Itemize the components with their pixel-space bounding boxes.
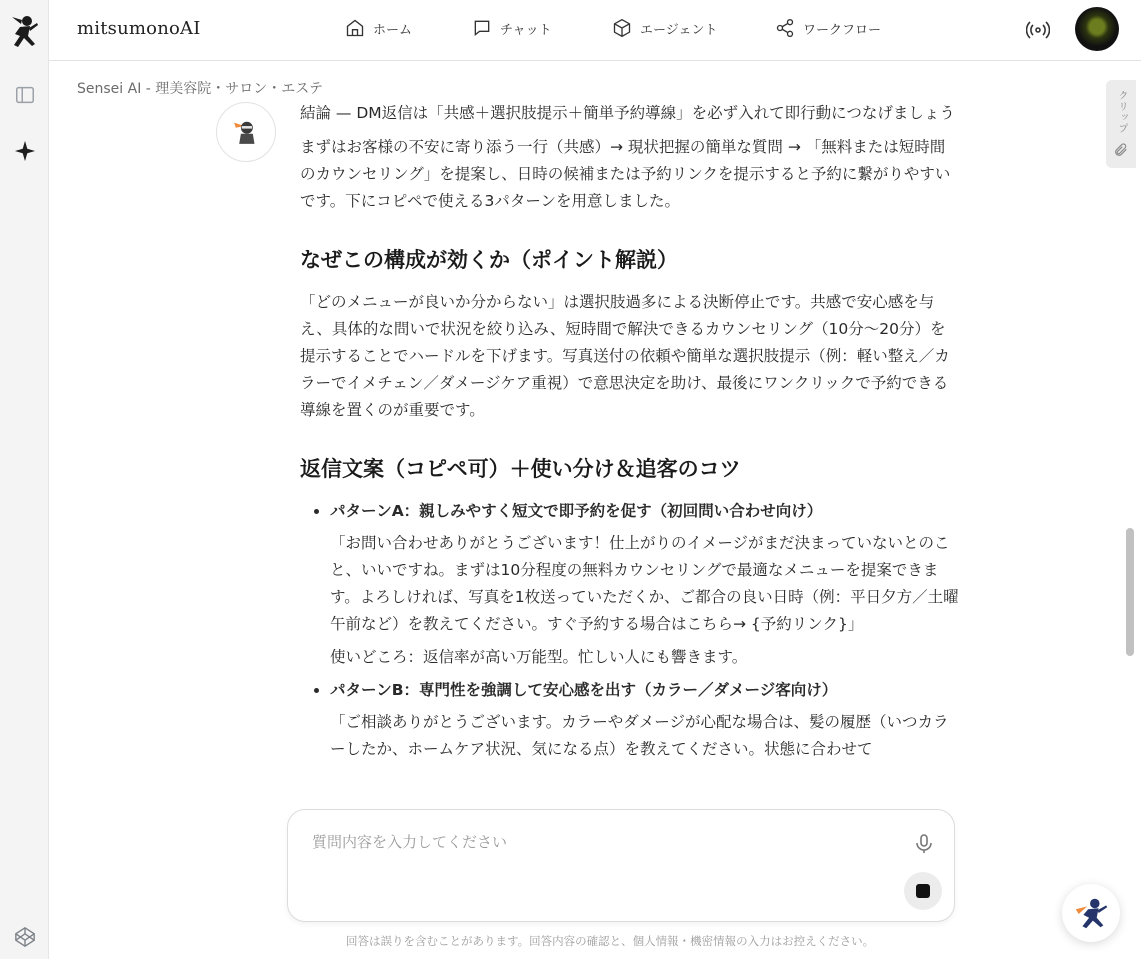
clip-tab[interactable] [1106, 80, 1136, 168]
nav-chat-label: チャット [500, 22, 552, 38]
pattern-usage: 使いどころ：返信率が高い万能型。忙しい人にも響きます。 [330, 648, 748, 666]
ninja-mascot-icon [1072, 894, 1110, 932]
assistant-fab-button[interactable] [1062, 884, 1120, 942]
disclaimer-text: 回答は誤りを含むことがあります。回答内容の確認と、個人情報・機密情報の入力はお控えください。 [346, 934, 875, 948]
list-item [330, 498, 960, 671]
chat-composer [287, 809, 955, 922]
heading-templates: 返信文案（コピペ可）＋使い分け＆追客のコツ [300, 457, 741, 481]
pattern-quote: 「お問い合わせありがとうございます！仕上がりのイメージがまだ決まっていないとのこと、いいですね。まずは10分程度の無料カウンセリングで最適なメニューを提案できます。よろしければ、写真を1枚送っていただくか、ご都合の良い日時（例：平日夕方／土曜午前など）を教えてください。すぐ予約する場合はこちら→ {予約リンク}」 [330, 534, 959, 633]
nav-agent-label: エージェント [640, 22, 718, 38]
user-avatar[interactable] [1075, 7, 1119, 51]
pattern-list [330, 498, 960, 763]
share-icon [775, 18, 795, 38]
brand-name[interactable]: mitsumonoAI [77, 18, 201, 39]
pattern-quote: 「ご相談ありがとうございます。カラーやダメージが心配な場合は、髪の履歴（いつカラーしたか、ホームケア状況、気になる点）を教えてください。状態に合わせて [330, 713, 949, 758]
assistant-message [300, 100, 960, 805]
home-icon [345, 18, 365, 38]
broadcast-icon[interactable] [1026, 18, 1050, 42]
intro-text: まずはお客様の不安に寄り添う一行（共感）→ 現状把握の簡単な質問 → 「無料または短時間のカウンセリング」を提案し、日時の候補または予約リンクを提示すると予約に繋がりやすいです。下にコピペで使える3パターンを用意しました。 [300, 138, 951, 210]
sidebar-toggle-icon[interactable] [12, 82, 37, 107]
ninja-logo-icon[interactable] [8, 14, 40, 52]
why-body-text: 「どのメニューが良いか分からない」は選択肢過多による決断停止です。共感で安心感を与え、具体的な問いで状況を絞り込み、短時間で解決できるカウンセリング（10分〜20分）を提示することでハードルを下げます。写真送付の依頼や簡単な選択肢提示（例：軽い整え／カラーでイメチェン／ダメージケア重視）で意思決定を助け、最後にワンクリックで予約できる導線を置くのが重要です。 [300, 293, 950, 419]
nav-agent[interactable] [612, 18, 717, 38]
nav-chat[interactable] [472, 18, 552, 38]
breadcrumb[interactable]: Sensei AI - 理美容院・サロン・エステ [77, 81, 323, 97]
nav-home-label: ホーム [373, 22, 413, 38]
stop-button[interactable] [904, 872, 942, 910]
pattern-title: • パターンA：親しみやすく短文で即予約を促す（初回問い合わせ向け） [330, 502, 823, 520]
nav-workflow[interactable] [775, 18, 881, 38]
stop-icon [916, 884, 930, 898]
microphone-icon[interactable] [912, 832, 936, 856]
left-rail [0, 0, 49, 959]
nav-workflow-label: ワークフロー [803, 22, 882, 38]
clip-tab-label: クリップ [1116, 90, 1127, 134]
nav-home[interactable] [345, 18, 412, 38]
top-header [49, 0, 1141, 61]
paperclip-icon [1113, 142, 1129, 158]
question-input[interactable] [312, 830, 892, 854]
chat-icon [472, 18, 492, 38]
codepen-icon[interactable] [12, 924, 37, 949]
cube-icon [612, 18, 632, 38]
bot-avatar [216, 102, 276, 162]
sparkle-icon[interactable] [12, 138, 37, 163]
heading-why: なぜこの構成が効くか（ポイント解説） [300, 248, 678, 272]
scrollbar-thumb[interactable] [1126, 528, 1134, 656]
pattern-title: • パターンB：専門性を強調して安心感を出す（カラー／ダメージ客向け） [330, 681, 838, 699]
list-item [330, 677, 960, 763]
conclusion-text: 結論 — DM返信は「共感＋選択肢提示＋簡単予約導線」を必ず入れて即行動につなげましょう [300, 104, 955, 122]
